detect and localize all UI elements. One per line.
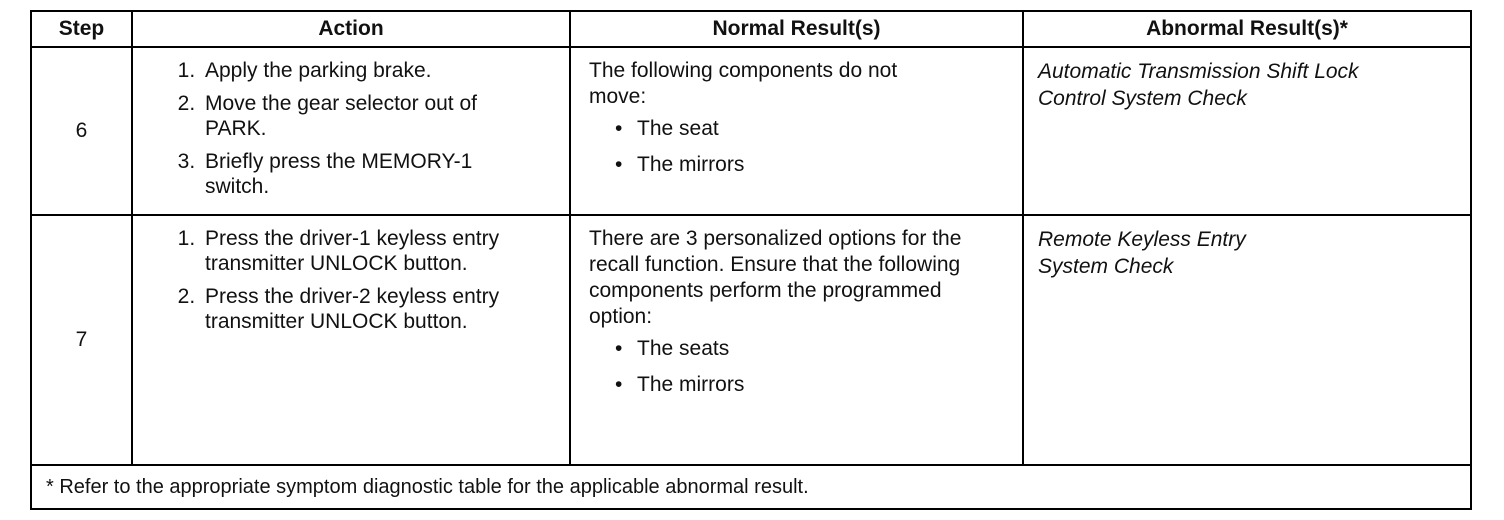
normal-result-cell xyxy=(570,47,1023,215)
action-item: 2. Press the driver-2 keyless entry transmitter UNLOCK button. xyxy=(201,284,561,334)
abnormal-result-link[interactable]: Remote Keyless Entry System Check xyxy=(1023,215,1471,465)
diagnostic-table-container xyxy=(30,10,1470,510)
header-action: Action xyxy=(132,11,570,47)
action-list xyxy=(133,226,561,334)
action-cell xyxy=(132,47,570,215)
step-number: 6 xyxy=(31,47,132,215)
header-abnormal-results: Abnormal Result(s)* xyxy=(1023,11,1471,47)
diagnostic-table xyxy=(30,10,1472,510)
normal-result-item: • The seats xyxy=(637,336,1022,362)
action-item: 3. Briefly press the MEMORY-1 switch. xyxy=(201,149,501,199)
action-cell xyxy=(132,215,570,465)
normal-result-text: There are 3 personalized options for the recall function. Ensure that the following components perform the programmed option: xyxy=(589,227,962,328)
action-item: 1. Press the driver-1 keyless entry transmitter UNLOCK button. xyxy=(201,226,561,276)
normal-result-item: • The mirrors xyxy=(637,372,1022,398)
normal-result-item: • The mirrors xyxy=(637,152,1022,178)
header-step: Step xyxy=(31,11,132,47)
table-row xyxy=(31,47,1471,215)
normal-result-list xyxy=(571,336,1022,398)
normal-result-text: The following components do not move: xyxy=(589,59,898,108)
footnote: * Refer to the appropriate symptom diagnostic table for the applicable abnormal result. xyxy=(31,465,1471,509)
normal-result-cell xyxy=(570,215,1023,465)
normal-result-list xyxy=(571,116,1022,178)
table-row xyxy=(31,215,1471,465)
header-row xyxy=(31,11,1471,47)
step-number: 7 xyxy=(31,215,132,465)
action-item: 2. Move the gear selector out of PARK. xyxy=(201,91,501,141)
action-list xyxy=(133,58,501,199)
header-normal-results: Normal Result(s) xyxy=(570,11,1023,47)
normal-result-item: • The seat xyxy=(637,116,1022,142)
abnormal-result-link[interactable]: Automatic Transmission Shift Lock Control System Check xyxy=(1023,47,1471,215)
action-item: 1. Apply the parking brake. xyxy=(201,58,501,83)
footnote-row xyxy=(31,465,1471,509)
